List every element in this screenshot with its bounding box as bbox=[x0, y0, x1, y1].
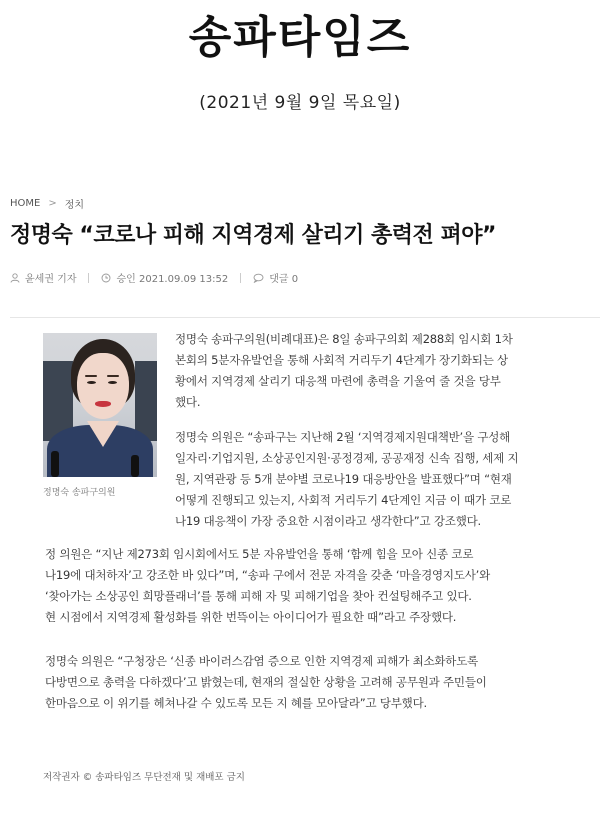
masthead bbox=[0, 8, 600, 68]
paragraph-line: 황에서 지역경제 살리기 대응책 마련에 총력을 기울여 줄 것을 당부 bbox=[175, 374, 501, 388]
article-paragraph-3 bbox=[45, 544, 590, 628]
user-icon bbox=[10, 273, 20, 283]
paragraph-line: 한마음으로 이 위기를 헤쳐나갈 수 있도록 모든 지 혜를 모아달라”고 당부했다. bbox=[45, 696, 427, 710]
author-info bbox=[10, 270, 76, 285]
meta-divider bbox=[240, 273, 241, 283]
article-paragraph-1 bbox=[175, 329, 585, 413]
paragraph-line: 어떻게 진행되고 있는지, 사회적 거리두기 4단계인 지금 이 때가 코로 bbox=[175, 493, 512, 507]
paragraph-line: 정 의원은 “지난 제273회 임시회에서도 5분 자유발언을 통해 ‘함께 힘을 모아 신종 코로 bbox=[45, 547, 474, 561]
article-photo[interactable] bbox=[43, 333, 157, 477]
paragraph-line: 정명숙 송파구의원(비례대표)은 8일 송파구의회 제288회 임시회 1차 bbox=[175, 332, 513, 346]
paragraph-line: 일자리·기업지원, 소상공인지원·공정경제, 공공재정 신속 집행, 세제 지 bbox=[175, 451, 519, 465]
author-name: 윤세권 기자 bbox=[25, 274, 77, 285]
paragraph-line: 나19에 대처하자’고 강조한 바 있다”며, “송파 구에서 전문 자격을 갖춘 ‘마을경영지도사’와 bbox=[45, 568, 491, 582]
newspaper-name: 송파타임즈 bbox=[188, 12, 412, 63]
paragraph-line: ‘찾아가는 소상공인 희망플래너’를 통해 피해 자 및 피해기업을 찾아 컨설팅해주고 있다. bbox=[45, 589, 472, 603]
speech-bubble-icon bbox=[253, 273, 264, 283]
approved-info bbox=[101, 270, 228, 285]
paragraph-line: 현 시점에서 지역경제 활성화를 위한 번뜩이는 아이디어가 필요한 때”라고 주장했다. bbox=[45, 610, 457, 624]
breadcrumb-separator: > bbox=[48, 198, 57, 209]
paragraph-line: 정명숙 의원은 “구청장은 ‘신종 바이러스감염 증으로 인한 지역경제 피해가 최소화하도록 bbox=[45, 654, 479, 668]
breadcrumb-section-link[interactable]: 정치 bbox=[64, 200, 85, 211]
paragraph-line: 나19 대응책이 가장 중요한 시점이라고 생각한다”고 강조했다. bbox=[175, 514, 481, 528]
photo-caption: 정명숙 송파구의원 bbox=[43, 488, 116, 498]
paragraph-line: 했다. bbox=[175, 395, 201, 409]
article-title: 정명숙 “코로나 피해 지역경제 살리기 총력전 펴야” bbox=[10, 223, 496, 248]
paragraph-line: 본회의 5분자유발언을 통해 사회적 거리두기 4단계가 장기화되는 상 bbox=[175, 353, 508, 367]
paragraph-line: 다방면으로 총력을 다하겠다’고 밝혔는데, 현재의 절실한 상황을 고려해 공무원과 주민들이 bbox=[45, 675, 487, 689]
comments-link[interactable] bbox=[253, 270, 298, 285]
paragraph-line: 원, 지역관광 등 5개 분야별 코로나19 대응방안을 발표했다”며 “현재 bbox=[175, 472, 512, 486]
approved-datetime: 승인 2021.09.09 13:52 bbox=[116, 274, 229, 285]
article-photo-figure bbox=[43, 333, 157, 498]
meta-divider bbox=[88, 273, 89, 283]
comment-count: 댓글 0 bbox=[269, 274, 299, 285]
breadcrumb-home-link[interactable]: HOME bbox=[10, 198, 41, 209]
breadcrumb bbox=[10, 196, 84, 211]
paragraph-line: 정명숙 의원은 “송파구는 지난해 2월 ‘지역경제지원대책반’을 구성해 bbox=[175, 430, 511, 444]
header-divider bbox=[10, 317, 600, 318]
issue-date: (2021년 9월 9일 목요일) bbox=[199, 93, 401, 113]
article-paragraph-4 bbox=[45, 651, 590, 714]
article-meta bbox=[10, 270, 298, 285]
clock-icon bbox=[101, 273, 111, 283]
copyright-notice: 저작권자 © 송파타임즈 무단전재 및 재배포 금지 bbox=[43, 772, 245, 783]
article-paragraph-2 bbox=[175, 427, 585, 532]
